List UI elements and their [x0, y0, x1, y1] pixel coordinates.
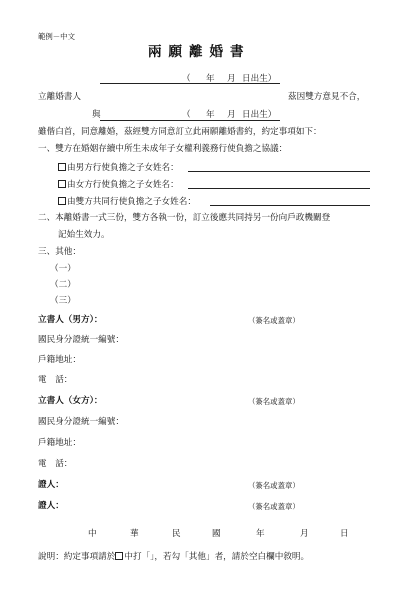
birth-day-1: 日出生）	[242, 74, 277, 84]
divorce-reason: 茲因雙方意見不合，	[288, 92, 366, 102]
item-2-line-a: 二、本離婚書一式三份，雙方各執一份，訂立後應共同持另一份向戶政機關登	[38, 213, 331, 223]
check-row-male: 由男方行使負擔之子女姓名：	[58, 163, 179, 173]
other-1: （一）	[50, 264, 76, 274]
birth-open-1: （	[182, 74, 191, 84]
checkbox-male[interactable]	[58, 163, 66, 171]
birth-year-1: 年	[206, 74, 215, 84]
joint-children-line[interactable]	[210, 205, 370, 206]
witness-2-sign[interactable]: （簽名或蓋章）	[248, 502, 300, 511]
witness-1-role: 證人：	[38, 480, 64, 490]
birth-month-2: 月	[227, 110, 236, 120]
party-female-id: 國民身分證統一編號：	[38, 417, 124, 427]
birth-day-2: 日出生）	[242, 110, 277, 120]
party-female-role: 立書人（女方）：	[38, 396, 103, 406]
date-month: 月	[300, 529, 309, 539]
party-male-id: 國民身分證統一編號：	[38, 335, 124, 345]
checkbox-joint[interactable]	[58, 197, 66, 205]
birth-year-2: 年	[206, 110, 215, 120]
party-male-sign[interactable]: （簽名或蓋章）	[248, 316, 300, 325]
birth-open-2: （	[182, 110, 191, 120]
checkbox-female[interactable]	[58, 180, 66, 188]
female-children-line[interactable]	[188, 188, 370, 189]
party-female-phone: 電 話：	[38, 459, 73, 469]
check-row-female: 由女方行使負擔之子女姓名：	[58, 180, 179, 190]
date-year: 年	[256, 529, 265, 539]
birth-month-1: 月	[227, 74, 236, 84]
witness-1-sign[interactable]: （簽名或蓋章）	[248, 481, 300, 490]
name-line-2[interactable]	[100, 120, 280, 121]
date-zhong: 中	[88, 529, 97, 539]
other-3: （三）	[50, 296, 76, 306]
male-children-line[interactable]	[188, 171, 370, 172]
party-male-role: 立書人（男方）：	[38, 315, 103, 325]
party-female-address: 戶籍地址：	[38, 438, 81, 448]
item-1: 一、雙方在婚姻存續中所生未成年子女權利義務行使負擔之協議：	[38, 144, 288, 154]
party-male-phone: 電 話：	[38, 375, 73, 385]
divorcer-label: 立離婚書人	[38, 92, 81, 102]
date-min: 民	[172, 529, 181, 539]
and-label: 與	[92, 110, 101, 120]
footnote-checkbox-icon	[115, 552, 123, 560]
date-day: 日	[340, 529, 349, 539]
sample-label: 範例－中文	[38, 32, 75, 41]
item-2-line-b: 記始生效力。	[58, 230, 110, 240]
date-hua: 華	[130, 529, 139, 539]
check-row-joint: 由雙方共同行使負擔之子女姓名：	[58, 197, 196, 207]
party-female-sign[interactable]: （簽名或蓋章）	[248, 397, 300, 406]
date-guo: 國	[212, 529, 221, 539]
party-male-address: 戶籍地址：	[38, 355, 81, 365]
footnote: 說明：約定事項請於 中打「」，若勾「其他」者，請於空白欄中敘明。	[38, 552, 310, 562]
preamble: 雖偕白首，同意離婚，茲經雙方同意訂立此兩願離婚書約，約定事項如下：	[38, 127, 322, 137]
other-2: （二）	[50, 280, 76, 290]
witness-2-role: 證人：	[38, 501, 64, 511]
page-title: 兩願離婚書	[148, 44, 251, 60]
item-3: 三、其他：	[38, 247, 81, 257]
